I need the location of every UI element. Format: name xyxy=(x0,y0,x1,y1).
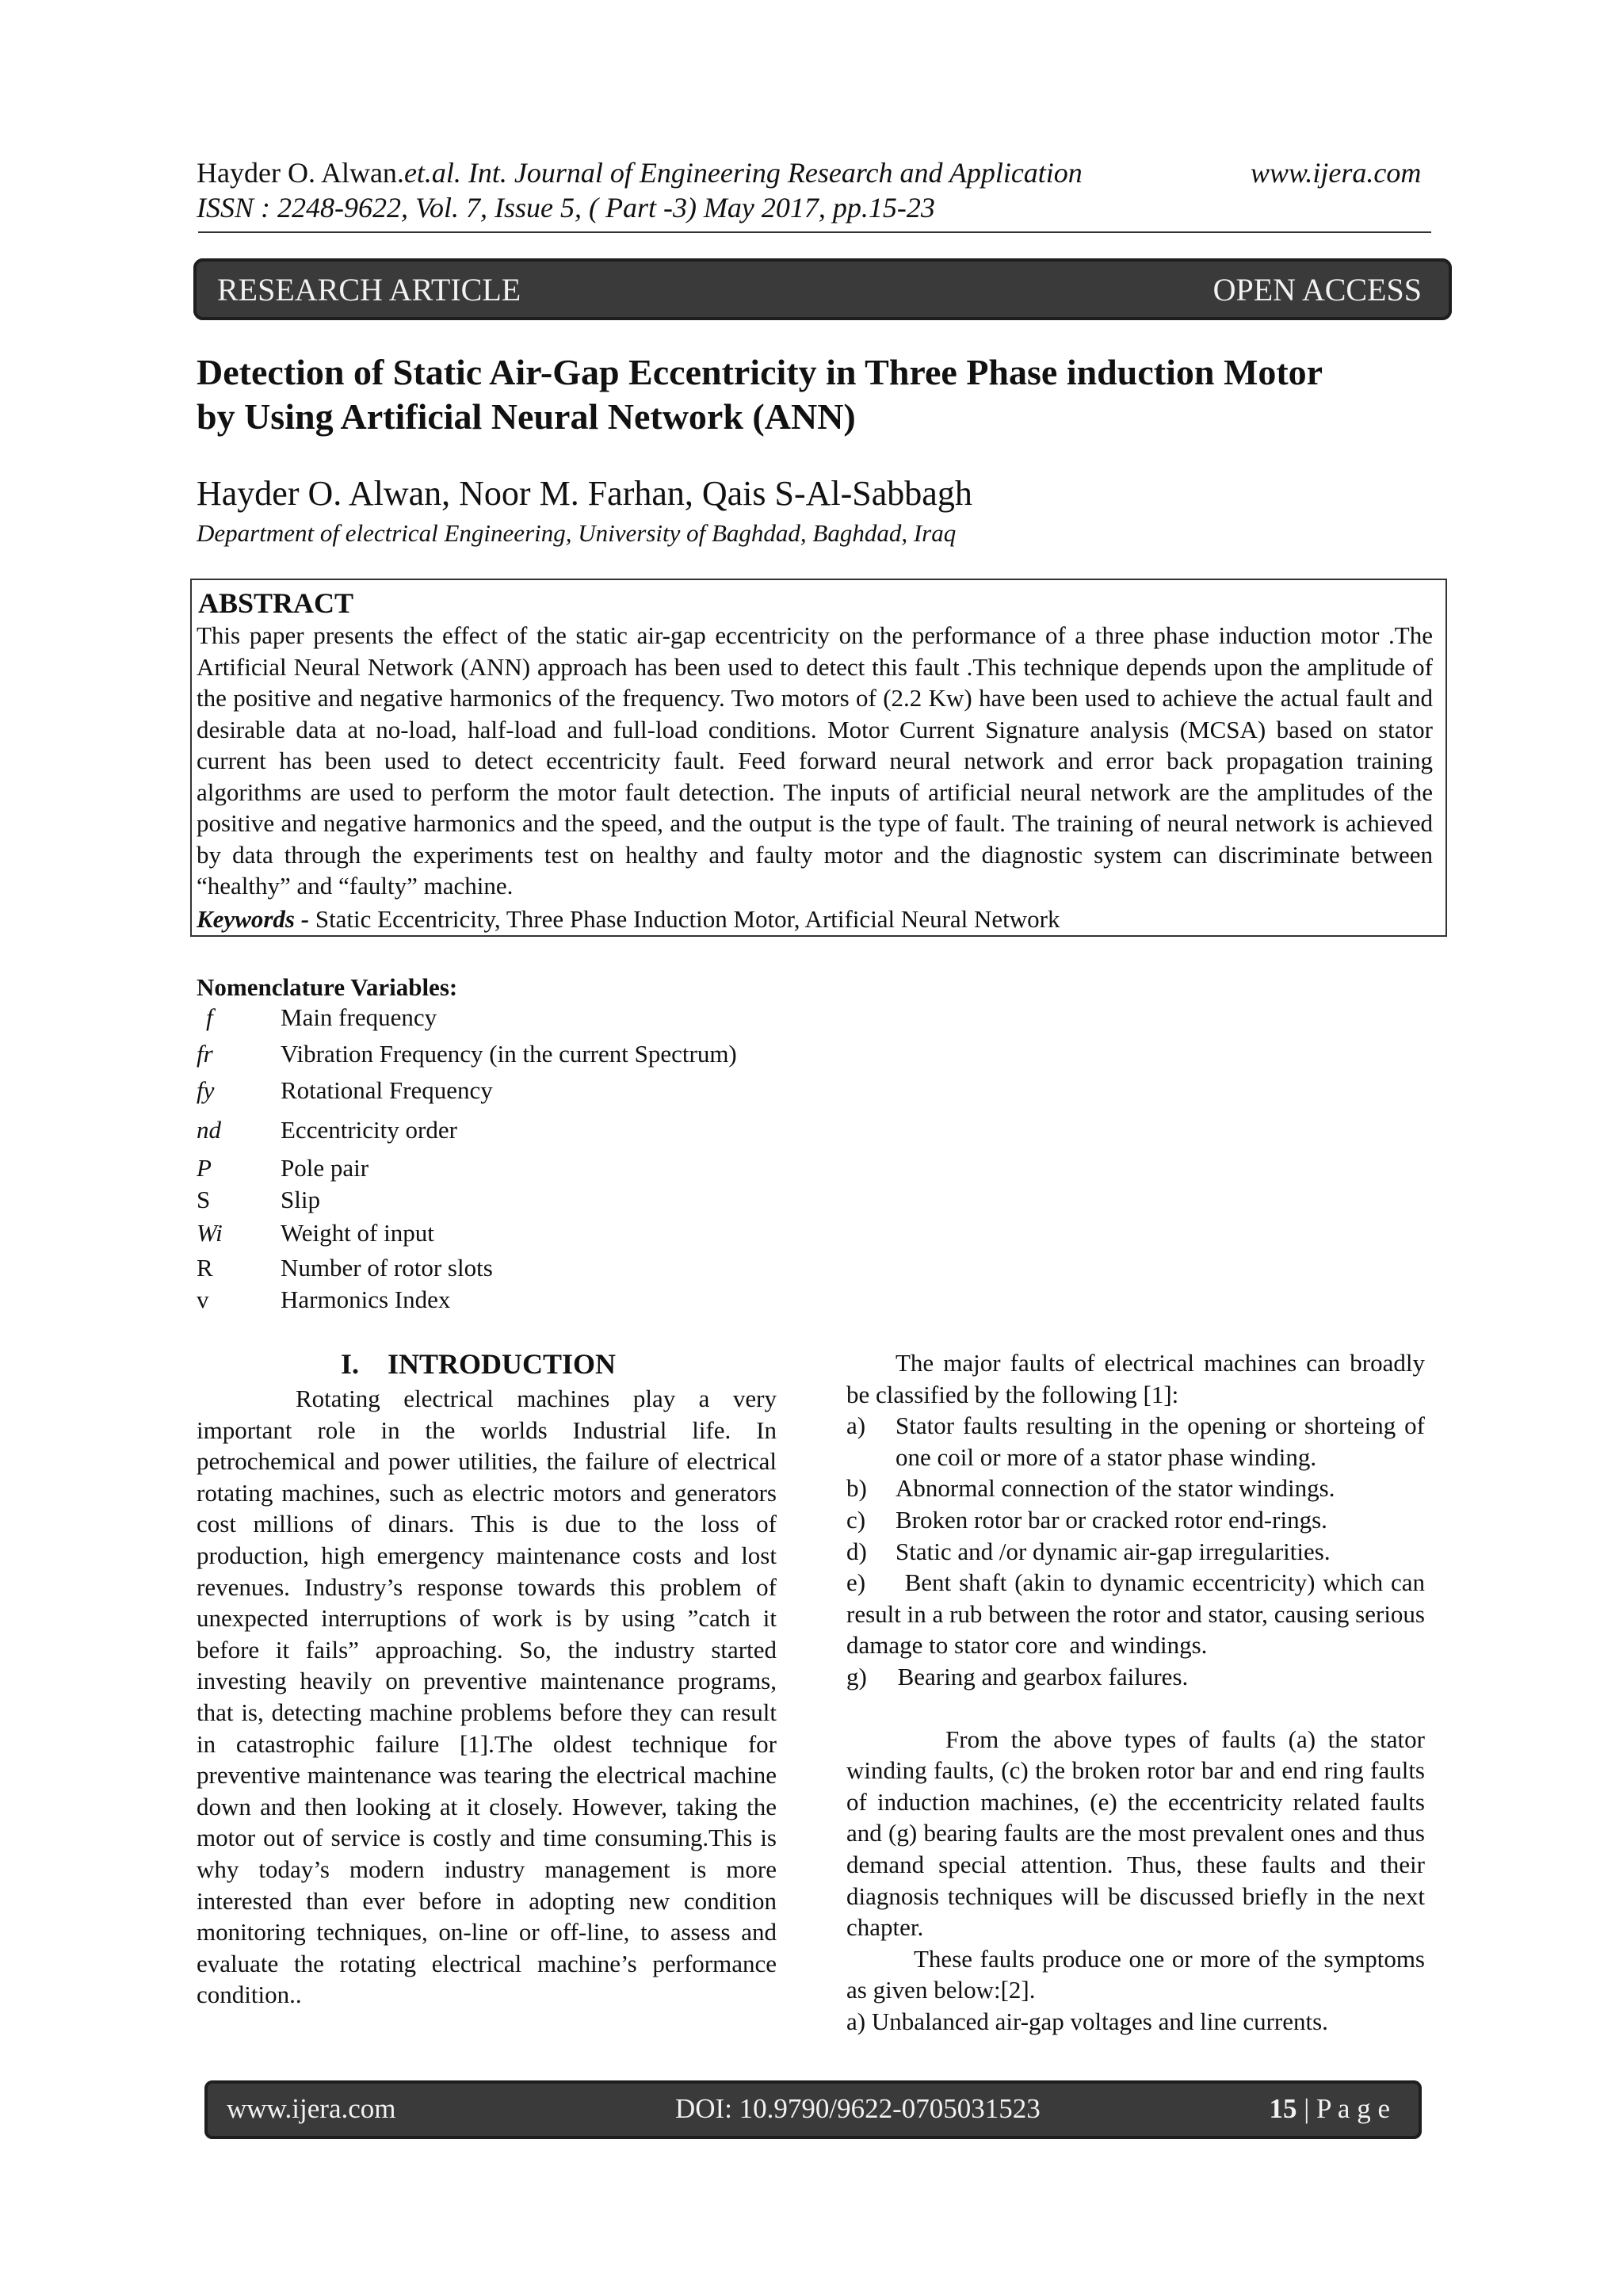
desc-vibration-frequency: Vibration Frequency (in the current Spectrum) xyxy=(281,1040,737,1068)
section-heading-introduction: I. INTRODUCTION xyxy=(341,1348,617,1380)
faults-summary-paragraph: From the above types of faults (a) the stator winding faults, (c) the broken rotor bar and end ring faults of induction machines, (e) the eccentricity related faults and (g) bearing faults are the most prevalent ones and thus demand special attention. Thus, these faults and their diagnosis techniques will be discussed briefly in the next chapter. xyxy=(846,1725,1425,1942)
fault-label: c) xyxy=(846,1505,866,1534)
keywords-label: Keywords - xyxy=(197,905,315,933)
header-journal: Int. Journal of Engineering Research and Application xyxy=(460,157,1083,189)
symbol-f: f xyxy=(206,1003,213,1031)
footer-page xyxy=(1270,2093,1391,2125)
symptom-a: a) Unbalanced air-gap voltages and line currents. xyxy=(846,2007,1328,2035)
title-line-2: by Using Artificial Neural Network (ANN) xyxy=(197,396,856,437)
faults-intro-paragraph: The major faults of electrical machines can broadly be classified by the following [1]: xyxy=(846,1349,1425,1408)
footer-website: www.ijera.com xyxy=(227,2093,396,2124)
right-column xyxy=(846,1347,1431,2037)
header-etal: et.al. xyxy=(403,157,461,189)
desc-rotor-slots: Number of rotor slots xyxy=(281,1254,493,1282)
desc-rotational-frequency: Rotational Frequency xyxy=(281,1076,493,1104)
affiliation: Department of electrical Engineering, University of Baghdad, Baghdad, Iraq xyxy=(197,519,957,547)
fault-g-paragraph: g) Bearing and gearbox failures. xyxy=(846,1662,1189,1690)
symptoms-intro-paragraph: These faults produce one or more of the symptoms as given below:[2]. xyxy=(846,1944,1425,2004)
desc-main-frequency: Main frequency xyxy=(281,1003,437,1031)
header-website: www.ijera.com xyxy=(1251,157,1422,189)
banner-open-access: OPEN ACCESS xyxy=(1212,272,1422,308)
symbol-v: v xyxy=(197,1286,209,1313)
fault-label: d) xyxy=(846,1537,867,1565)
fault-list-item xyxy=(846,1473,1425,1504)
keywords-text: Static Eccentricity, Three Phase Induction Motor, Artificial Neural Network xyxy=(315,905,1060,933)
fault-text: Static and /or dynamic air-gap irregularities. xyxy=(896,1537,1331,1565)
symbol-fy: fy xyxy=(197,1076,215,1104)
symbol-s: S xyxy=(197,1186,211,1213)
page-footer xyxy=(204,2080,1422,2139)
paper-title xyxy=(197,350,1433,439)
abstract-body: This paper presents the effect of the static air-gap eccentricity on the performance of a three phase induction motor .The Artificial Neural Network (ANN) approach has been used to detect this fault .This technique depends upon the amplitude of the positive and negative harmonics of the frequency. Two motors of (2.2 Kw) have been used to achieve the actual fault and desirable data at no-load, half-load and full-load conditions. Motor Current Signature analysis (MCSA) based on stator current has been used to detect eccentricity fault. Feed forward neural network and error back propagation training algorithms are used to perform the motor fault detection. The inputs of artificial neural network are the amplitudes of the positive and negative harmonics and the speed, and the output is the type of fault. The training of neural network is achieved by data through the experiments test on healthy and faulty motor and the diagnostic system can discriminate between “healthy” and “faulty” machine. xyxy=(197,621,1433,900)
banner-research-article: RESEARCH ARTICLE xyxy=(217,272,521,308)
intro-paragraph: Rotating electrical machines play a very important role in the worlds Industrial life. In petrochemical and power utilities, the failure of electrical rotating machines, such as electric motors and generators cost millions of dinars. This is due to the loss of production, high emergency maintenance costs and lost revenues. Industry’s response towards this problem of unexpected interruptions of work is by using ”catch it before it fails” approaching. So, the industry started investing heavily on preventive maintenance programs, that is, detecting machine problems before they can result in catastrophic failure [1].The oldest technique for preventive maintenance was tearing the electrical machine down and then looking at it closely. However, taking the motor out of service is costly and time consuming.This is why today’s modern industry management is more interested than ever before in adopting new condition monitoring techniques, on-line or off-line, to assess and evaluate the rotating electrical machine’s performance condition.. xyxy=(197,1385,777,2009)
desc-pole-pair: Pole pair xyxy=(281,1154,369,1182)
footer-page-label: | P a g e xyxy=(1296,2093,1390,2124)
desc-slip: Slip xyxy=(281,1186,320,1213)
author-list: Hayder O. Alwan, Noor M. Farhan, Qais S-Al-Sabbagh xyxy=(197,474,972,513)
fault-label: b) xyxy=(846,1474,867,1503)
keywords-line xyxy=(197,905,1060,934)
running-header-citation xyxy=(197,155,1083,190)
symbol-fr: fr xyxy=(197,1040,213,1068)
symbol-wi: Wi xyxy=(197,1219,223,1247)
desc-harmonics-index: Harmonics Index xyxy=(281,1286,451,1313)
fault-list-item xyxy=(846,1504,1425,1536)
fault-text: Broken rotor bar or cracked rotor end-rings. xyxy=(896,1505,1327,1534)
header-issn: ISSN : 2248-9622, Vol. 7, Issue 5, ( Part -3) May 2017, pp.15-23 xyxy=(197,192,935,223)
symbol-nd: nd xyxy=(197,1116,221,1144)
desc-weight-of-input: Weight of input xyxy=(281,1219,434,1247)
symbol-r: R xyxy=(197,1254,213,1282)
title-line-1: Detection of Static Air-Gap Eccentricity in Three Phase induction Motor xyxy=(197,352,1323,392)
header-divider xyxy=(198,231,1431,233)
article-type-banner xyxy=(193,258,1452,320)
fault-list-item xyxy=(846,1410,1425,1473)
fault-e-paragraph: e) Bent shaft (akin to dynamic eccentricity) which can result in a rub between the rotor and stator, causing serious damage to stator core and windings. xyxy=(846,1568,1431,1660)
fault-text: Stator faults resulting in the opening or shorteing of one coil or more of a stator phase winding. xyxy=(896,1412,1425,1471)
footer-page-number: 15 xyxy=(1269,2093,1297,2124)
nomenclature-heading: Nomenclature Variables: xyxy=(197,973,458,1001)
fault-label: a) xyxy=(846,1412,866,1440)
fault-text: Abnormal connection of the stator windings. xyxy=(896,1474,1335,1503)
desc-eccentricity-order: Eccentricity order xyxy=(281,1116,457,1144)
abstract-heading: ABSTRACT xyxy=(198,587,354,619)
left-column xyxy=(197,1383,777,2011)
footer-doi: DOI: 10.9790/9622-0705031523 xyxy=(675,2093,1041,2124)
symbol-p: P xyxy=(197,1154,212,1182)
fault-list-item xyxy=(846,1536,1425,1568)
header-author: Hayder O. Alwan. xyxy=(197,157,404,189)
